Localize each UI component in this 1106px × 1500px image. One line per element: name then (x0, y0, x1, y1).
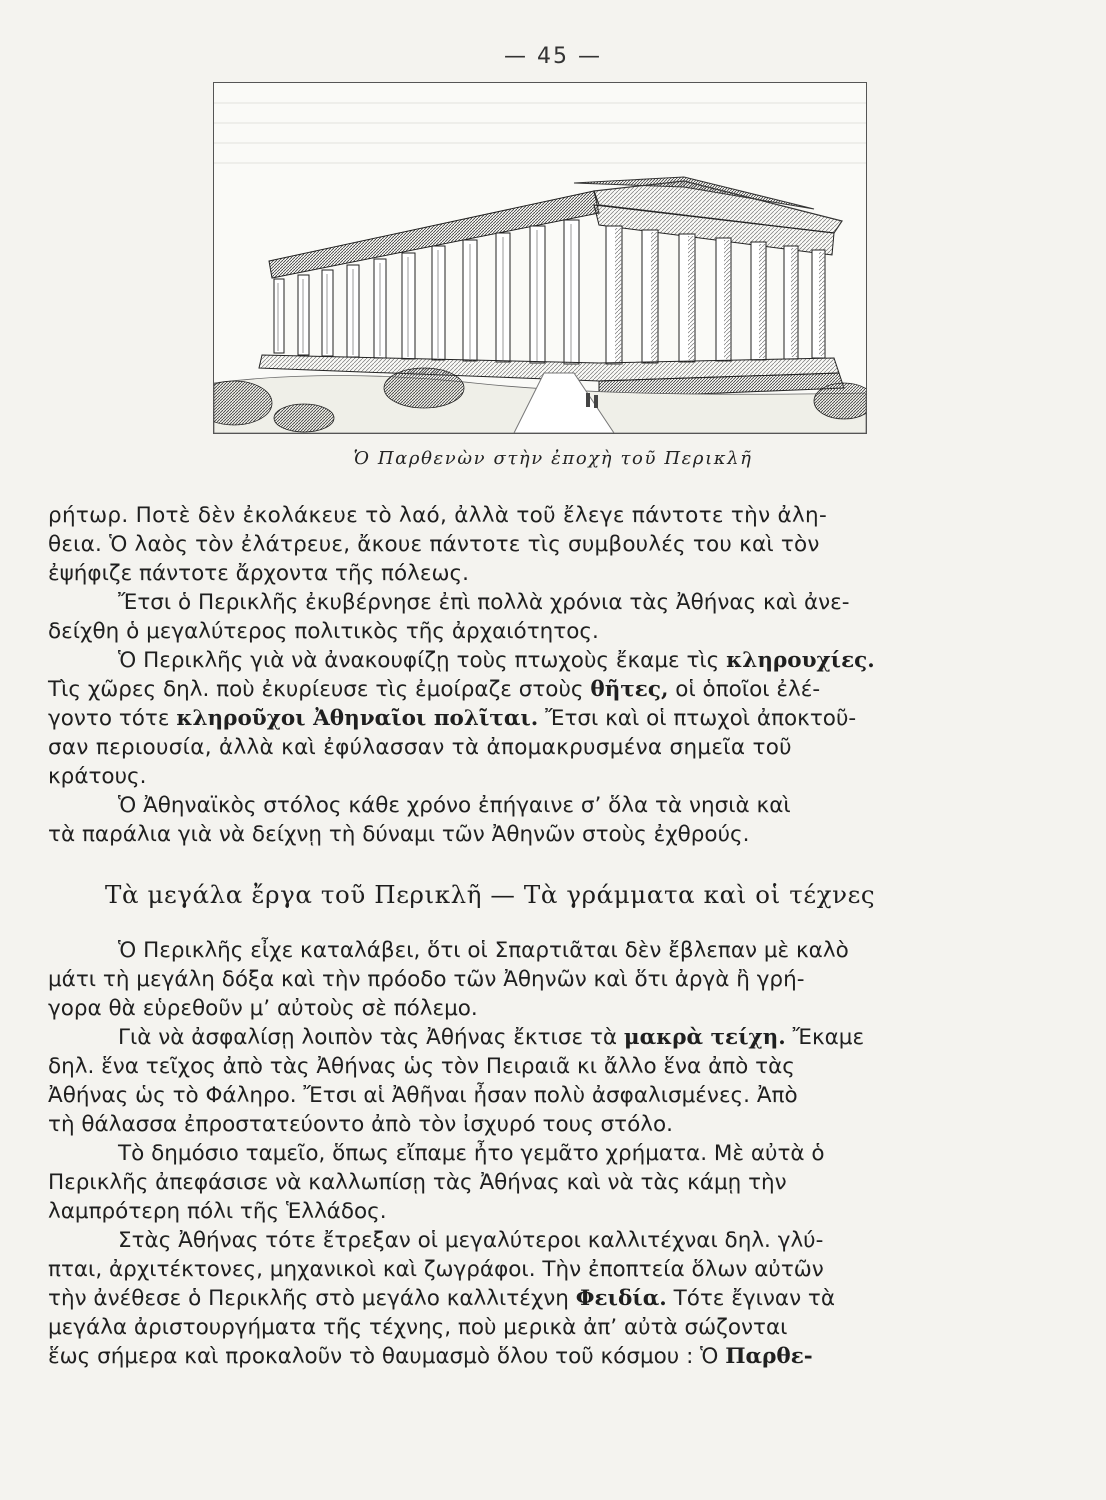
text-line (48, 1286, 1058, 1314)
text-segment: Ὁ Περικλῆς γιὰ νὰ ἀνακουφίζῃ τοὺς πτωχοὺς ἔκαμε τὶς (118, 648, 720, 673)
text-line: ρήτωρ. Ποτὲ δὲν ἐκολάκευε τὸ λαό, ἀλλὰ τοῦ ἔλεγε πάντοτε τὴν ἀλη- (48, 503, 828, 528)
text-line: θεια. Ὁ λαὸς τὸν ἐλάτρευε, ἄκουε πάντοτε τὶς συμβουλές του καὶ τὸν (48, 532, 820, 557)
text-segment: Ἔτσι καὶ οἱ πτωχοὶ ἀποκτοῦ- (545, 706, 857, 731)
text-line (48, 1344, 1058, 1372)
text-segment: Τότε ἔγιναν τὰ (673, 1286, 836, 1311)
text-line: Ἔτσι ὁ Περικλῆς ἐκυβέρνησε ἐπὶ πολλὰ χρόνια τὰς Ἀθήνας καὶ ἀνε- (118, 590, 850, 615)
text-segment: οἱ ὁποῖοι ἐλέ- (675, 677, 821, 702)
text-segment: τὴν ἀνέθεσε ὁ Περικλῆς στὸ μεγάλο καλλιτέχνη (48, 1286, 569, 1311)
text-line (118, 1025, 1106, 1053)
text-line: γορα θὰ εὑρεθοῦν μ’ αὐτοὺς σὲ πόλεμο. (48, 996, 478, 1021)
text-line: σαν περιουσία, ἀλλὰ καὶ ἐφύλασσαν τὰ ἀπομακρυσμένα σημεῖα τοῦ (48, 735, 792, 760)
text-line: ἐψήφιζε πάντοτε ἄρχοντα τῆς πόλεως. (48, 561, 469, 586)
text-line: πται, ἀρχιτέκτονες, μηχανικοὶ καὶ ζωγράφοι. Τὴν ἐποπτεία ὅλων αὐτῶν (48, 1257, 824, 1282)
section-heading: Τὰ μεγάλα ἔργα τοῦ Περικλῆ — Τὰ γράμματα καὶ οἱ τέχνες (105, 880, 876, 909)
text-line: μάτι τὴ μεγάλη δόξα καὶ τὴν πρόοδο τῶν Ἀθηνῶν καὶ ὅτι ἀργὰ ἢ γρή- (48, 967, 805, 992)
page-number: — 45 — (504, 44, 602, 69)
text-line: Τὸ δημόσιο ταμεῖο, ὅπως εἴπαμε ἦτο γεμᾶτο χρήματα. Μὲ αὐτὰ ὁ (118, 1141, 825, 1166)
text-line: κράτους. (48, 764, 147, 789)
text-line (48, 677, 1058, 705)
text-line: Περικλῆς ἀπεφάσισε νὰ καλλωπίσῃ τὰς Ἀθήνας καὶ νὰ τὰς κάμῃ τὴν (48, 1170, 787, 1195)
text-line (48, 706, 1058, 734)
text-segment: ἕως σήμερα καὶ προκαλοῦν τὸ θαυμασμὸ ὅλου τοῦ κόσμου : Ὁ (48, 1344, 719, 1369)
bold-term: κληροῦχοι Ἀθηναῖοι πολῖται. (176, 706, 539, 731)
text-line: μεγάλα ἀριστουργήματα τῆς τέχνης, ποὺ μερικὰ ἀπ’ αὐτὰ σώζονται (48, 1315, 788, 1340)
text-line: Ἀθήνας ὡς τὸ Φάληρο. Ἔτσι αἱ Ἀθῆναι ἦσαν πολὺ ἀσφαλισμένες. Ἀπὸ (48, 1083, 798, 1108)
text-segment: Γιὰ νὰ ἀσφαλίσῃ λοιπὸν τὰς Ἀθήνας ἔκτισε τὰ (118, 1025, 618, 1050)
bold-term: μακρὰ τείχη. (623, 1025, 786, 1050)
figure-caption: Ὁ Παρθενὼν στὴν ἐποχὴ τοῦ Περικλῆ (353, 448, 753, 469)
text-line: Ὁ Ἀθηναϊκὸς στόλος κάθε χρόνο ἐπήγαινε σ’ ὅλα τὰ νησιὰ καὶ (118, 793, 791, 818)
text-line (118, 648, 1106, 676)
text-line: Ὁ Περικλῆς εἶχε καταλάβει, ὅτι οἱ Σπαρτιᾶται δὲν ἔβλεπαν μὲ καλὸ (118, 938, 849, 963)
text-line: τὴ θάλασσα ἐπροστατεύοντο ἀπὸ τὸν ἰσχυρό τους στόλο. (48, 1112, 673, 1137)
text-line: δείχθη ὁ μεγαλύτερος πολιτικὸς τῆς ἀρχαιότητος. (48, 619, 599, 644)
parthenon-icon (214, 83, 866, 433)
text-line: δηλ. ἕνα τεῖχος ἀπὸ τὰς Ἀθήνας ὡς τὸν Πειραιᾶ κι ἄλλο ἕνα ἀπὸ τὰς (48, 1054, 795, 1079)
text-segment: Ἔκαμε (792, 1025, 865, 1050)
bold-term: Φειδία. (575, 1286, 667, 1311)
parthenon-illustration (213, 82, 867, 434)
text-line: Στὰς Ἀθήνας τότε ἔτρεξαν οἱ μεγαλύτεροι καλλιτέχναι δηλ. γλύ- (118, 1228, 824, 1253)
bold-term: Παρθε- (725, 1344, 813, 1369)
text-line: τὰ παράλια γιὰ νὰ δείχνῃ τὴ δύναμι τῶν Ἀθηνῶν στοὺς ἐχθρούς. (48, 822, 750, 847)
text-segment: Τὶς χῶρες δηλ. ποὺ ἐκυρίευσε τὶς ἐμοίραζε στοὺς (48, 677, 584, 702)
text-line: λαμπρότερη πόλι τῆς Ἑλλάδος. (48, 1199, 387, 1224)
bold-term: θῆτες, (590, 677, 669, 702)
bold-term: κληρουχίες. (726, 648, 875, 673)
text-segment: γοντο τότε (48, 706, 170, 731)
